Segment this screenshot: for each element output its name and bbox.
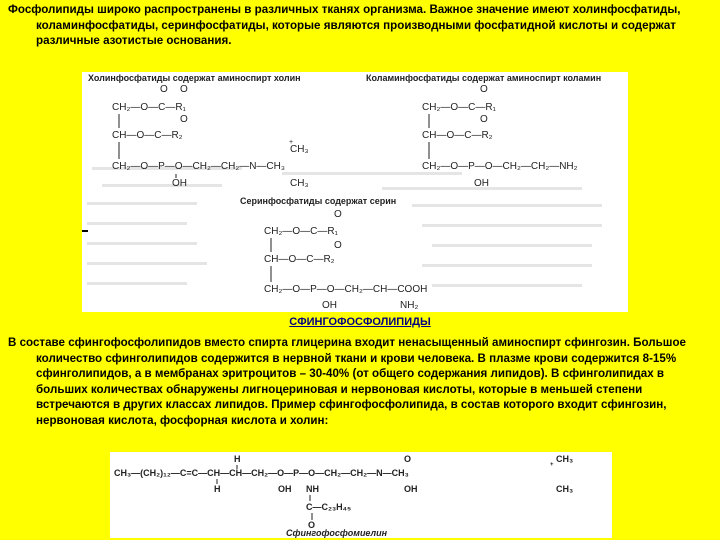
phosphate-oh-label: OH	[404, 484, 418, 494]
sphingomyelin-caption: Сфингофосфомиелин	[286, 528, 388, 538]
svg-text:O: O	[180, 114, 188, 125]
svg-text:CH—O—C—R₂: CH—O—C—R₂	[422, 130, 493, 141]
svg-text:NH₂: NH₂	[400, 300, 419, 311]
svg-text:CH₂—O—P—O—CH₂—CH₂—N—CH₃: CH₂—O—P—O—CH₂—CH₂—N—CH₃	[112, 161, 285, 172]
plus-label: +	[550, 462, 554, 468]
svg-text:O: O	[480, 114, 488, 125]
sphingomyelin-structure-figure	[110, 452, 612, 538]
body-paragraph: В составе сфингофосфолипидов вместо спирта глицерина входит ненасыщенный аминоспирт сфингозин. Большое количество сфинголипидов содержится в нервной ткани и крови человека. В плазме крови содержится 8-15% сфинголипидов, а в мембранах эритроцитов – 30-40% (от общего содержания липидов). В сфинголипидах в больших количествах обнаружены лигноцериновая и нервоновая кислоты, которые в меньшей степени встречаются в других классах липидов. Пример сфингофосфолипида, в состав которого входит сфингозин, нервоновая кислота, фосфорная кислота и холин:	[8, 336, 686, 427]
intro-paragraph: Фосфолипиды широко распространены в различных тканях организма. Важное значение имеют холинфосфатиды, коламинфосфатиды, серинфосфатиды, которые являются производными фосфатидной кислоты и содержат различные азотистые основания.	[8, 3, 681, 47]
choline-caption: Холинфосфатиды содержат аминоспирт холин	[88, 73, 301, 83]
carbonyl-o-label: O	[308, 520, 316, 530]
oh-label: OH	[278, 484, 292, 494]
sphingomyelin-main-chain: CH₃—(CH₂)₁₂—C=C—CH—CH—CH₂—O—P—O—CH₂—CH₂—N—CH₃	[114, 468, 409, 478]
svg-text:OH: OH	[322, 300, 337, 311]
section-heading: СФИНГОФОСФОЛИПИДЫ	[289, 316, 431, 328]
glycerophospholipid-structures-figure	[82, 72, 628, 312]
ch3-top-label: CH₃	[556, 454, 574, 464]
svg-text:CH₂—O—P—O—CH₂—CH—COOH: CH₂—O—P—O—CH₂—CH—COOH	[264, 284, 428, 295]
svg-text:CH₂—O—C—R₁: CH₂—O—C—R₁	[264, 226, 338, 237]
serine-caption: Серинфосфатиды содержат серин	[240, 196, 397, 206]
svg-text:+: +	[289, 139, 294, 146]
svg-text:CH₃: CH₃	[290, 178, 309, 189]
svg-text:CH—O—C—R₂: CH—O—C—R₂	[264, 254, 335, 265]
colamine-caption: Коламинфосфатиды содержат аминоспирт коламин	[366, 73, 602, 83]
svg-text:CH—O—C—R₂: CH—O—C—R₂	[112, 130, 183, 141]
phosphate-o-label: O	[404, 454, 412, 464]
colamine-phosphatide-structure	[422, 84, 578, 189]
svg-text:CH₂—O—P—O—CH₂—CH₂—NH₂: CH₂—O—P—O—CH₂—CH₂—NH₂	[422, 161, 578, 172]
svg-text:OH: OH	[474, 178, 489, 189]
choline-phosphatide-structure	[112, 84, 309, 189]
h-bottom-label: H	[214, 484, 221, 494]
h-top-label: H	[234, 454, 241, 464]
ch3-bottom-label: CH₃	[556, 484, 574, 494]
svg-text:CH₂—O—C—R₁: CH₂—O—C—R₁	[422, 102, 496, 113]
svg-text:O: O	[334, 240, 342, 251]
svg-text:CH₂—O—C—R₁: CH₂—O—C—R₁	[112, 102, 186, 113]
svg-text:O: O	[334, 209, 342, 220]
svg-text:OH: OH	[172, 178, 187, 189]
svg-text:O: O	[480, 84, 488, 95]
serine-phosphatide-structure	[264, 209, 427, 311]
svg-text:CH₃: CH₃	[290, 144, 309, 155]
margin-mark	[82, 230, 88, 232]
svg-text:O: O	[160, 84, 168, 95]
nh-label: NH	[306, 484, 319, 494]
acyl-group: C—C₂₃H₄₅	[306, 502, 352, 512]
svg-text:O: O	[180, 84, 188, 95]
